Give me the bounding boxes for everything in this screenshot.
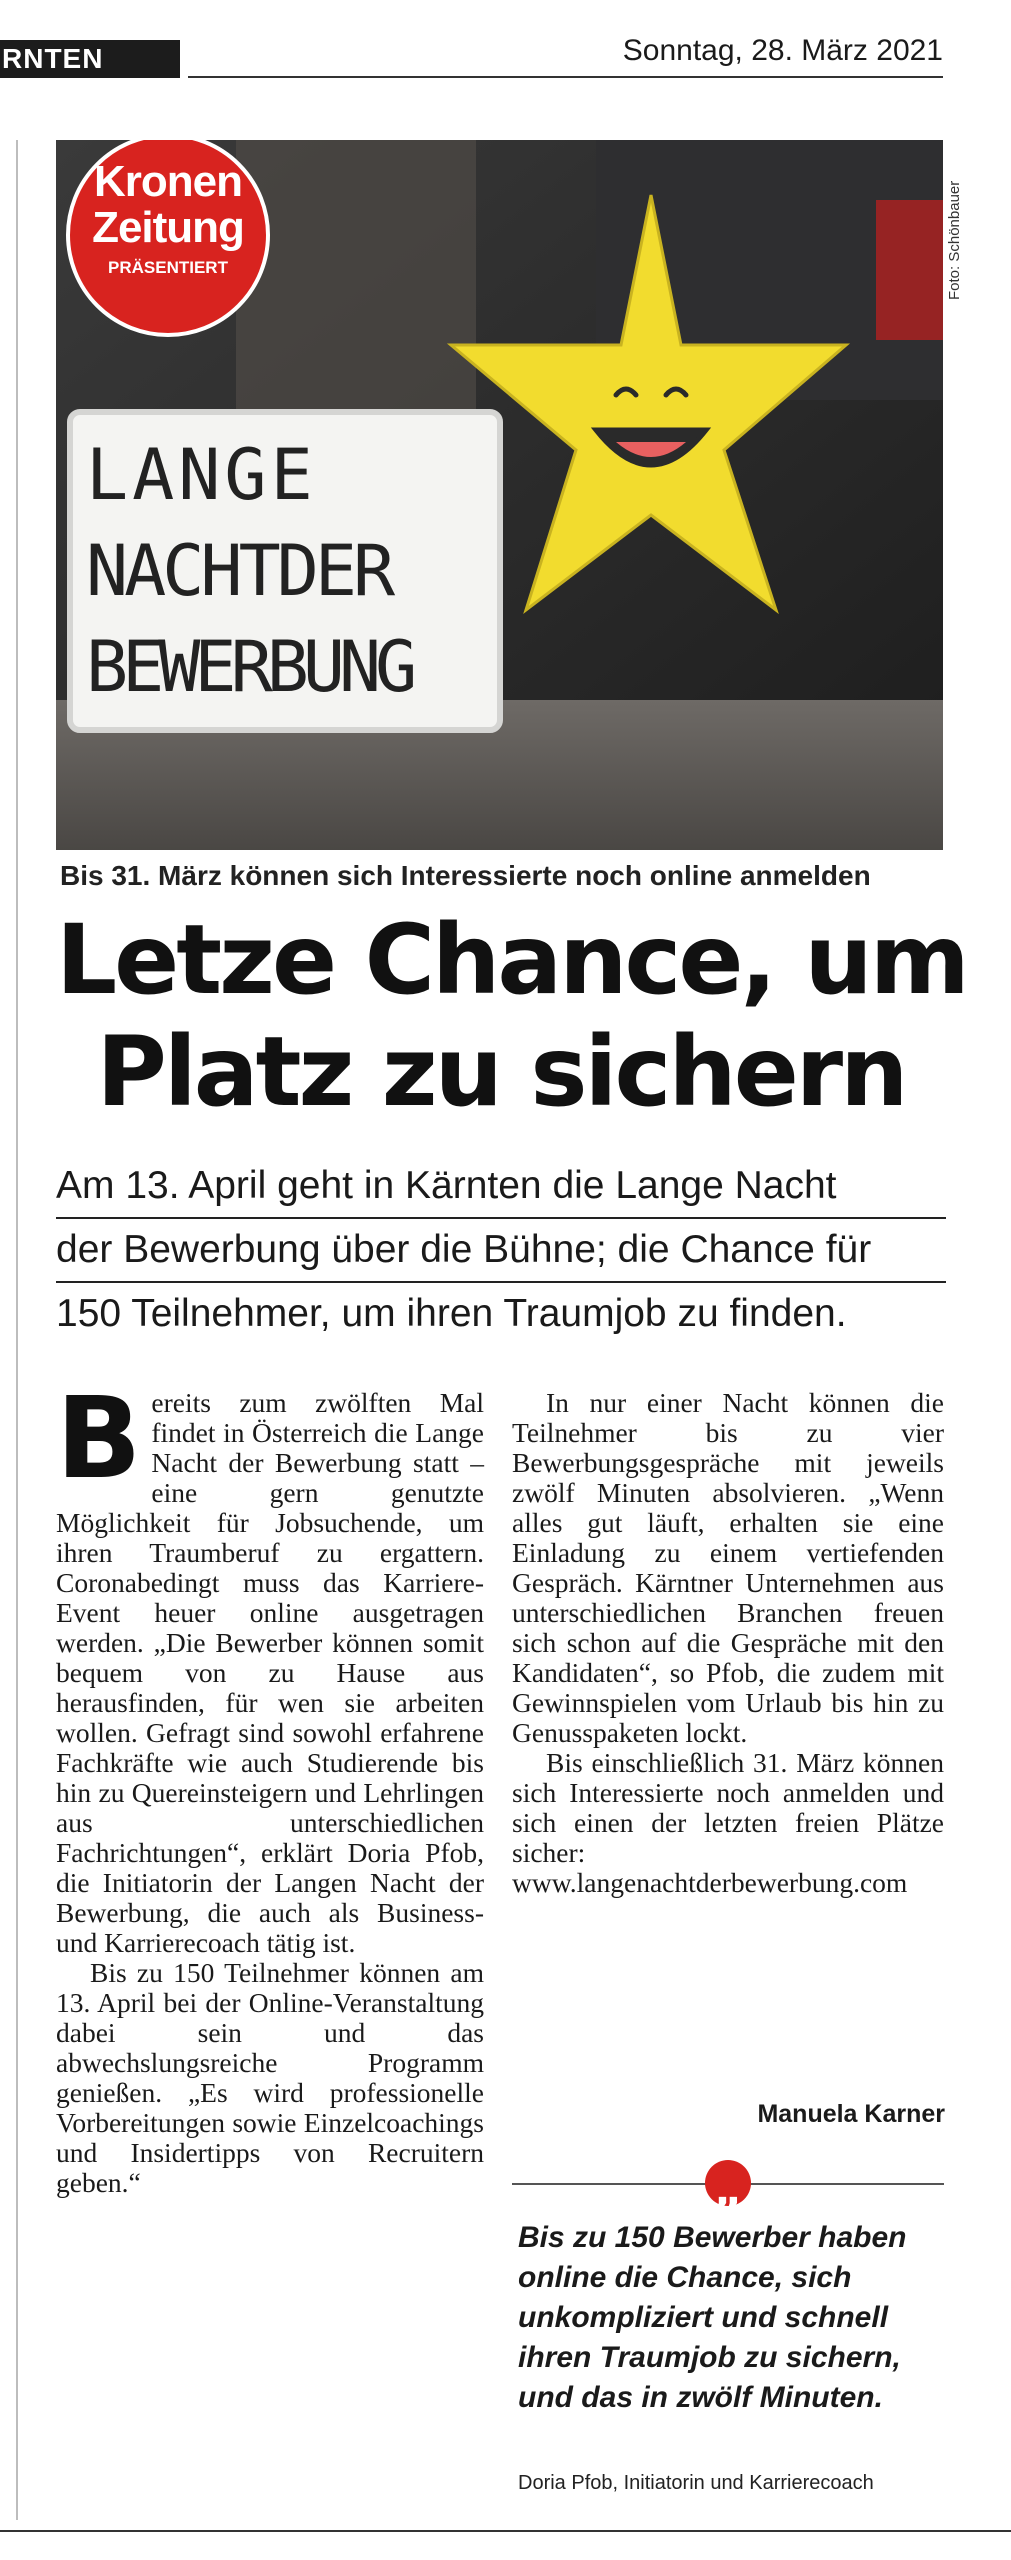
quote-source: Doria Pfob, Initiatorin und Karrierecoach [518, 2472, 874, 2494]
author-byline: Manuela Karner [757, 2100, 945, 2128]
badge-line-2: Zeitung [92, 203, 244, 252]
quote-line: und das in zwölf Minuten. [518, 2381, 883, 2414]
margin-rule [16, 140, 18, 2520]
drop-cap: B [56, 1374, 142, 1504]
photo-credit: Foto: Schönbauer [946, 180, 963, 300]
quote-line: Bis zu 150 Bewerber haben [518, 2221, 907, 2254]
subhead-line-2: der Bewerbung über die Bühne; die Chance für [56, 1219, 946, 1283]
quote-line: ihren Traumjob zu sichern, [518, 2341, 901, 2374]
background-red-banner [876, 200, 943, 340]
subhead-line-1: Am 13. April geht in Kärnten die Lange Nacht [56, 1155, 946, 1219]
quote-mark-icon: „ [705, 2160, 751, 2206]
paragraph: Bis einschließlich 31. März können sich Interessierte noch anmelden und sich einen der letzten freien Plätze sicher: www.langenachtderbewerbung.com [512, 1747, 944, 1898]
quote-line: online die Chance, sich [518, 2261, 852, 2294]
footer-rule [0, 2530, 1011, 2532]
lightbox-line-1: LANGE [86, 434, 317, 516]
paragraph: In nur einer Nacht können die Teilnehmer bis zu vier Bewerbungsgespräche mit jeweils zwölf Minuten absolvieren. „Wenn alles gut läuft, erhalten sie eine Einladung zu einem vertiefenden Gespräch. Kärntner Unternehmen aus unterschiedlichen Branchen freuen sich schon auf die Gespräche mit den Kandidaten“, so Pfob, die zudem mit Gewinnspielen vom Urlaub bis hin zu Genusspaketen lockt. [512, 1387, 944, 1748]
subhead-line-3: 150 Teilnehmer, um ihren Traumjob zu finden. [56, 1292, 847, 1335]
header-rule [188, 76, 943, 78]
article-column-left [56, 1374, 484, 2198]
badge-line-3: PRÄSENTIERT [108, 258, 228, 277]
article-column-right [512, 1388, 944, 1898]
badge-line-1: Kronen [94, 157, 242, 206]
issue-date: Sonntag, 28. März 2021 [622, 34, 943, 67]
pull-quote [518, 2218, 948, 2418]
paragraph: Bis zu 150 Teilnehmer können am 13. April bei der Online-Veranstaltung dabei sein und das abwechslungsreiche Programm genießen. „Es wird professionelle Vorbereitungen sowie Einzelcoachings und Insidertipps von Recruitern geben.“ [56, 1957, 484, 2198]
quote-line: unkompliziert und schnell [518, 2301, 889, 2334]
headline-line-2: Platz zu sichern [96, 1016, 906, 1128]
headline-line-1: Letze Chance, um [56, 904, 967, 1016]
photo-caption: Bis 31. März können sich Interessierte noch online anmelden [60, 860, 871, 891]
section-label: RNTEN [0, 40, 180, 78]
lightbox-line-3: BEWERBUNG [86, 626, 412, 708]
headline [56, 904, 967, 1128]
paragraph: ereits zum zwölften Mal findet in Österreich die Lange Nacht der Bewerbung statt – eine gern genutzte Möglichkeit für Jobsuchende, um ihren Traumberuf zu ergattern. Coronabedingt muss das Karriere-Event heuer online ausgetragen werden. „Die Bewerber können somit bequem von zu Hause aus herausfinden, für wen sie arbeiten wollen. Gefragt sind sowohl erfahrene Fachkräfte wie auch Studierende bis hin zu Quereinsteigern und Lehrlingen aus unterschiedlichen Fachrichtungen“, erklärt Doria Pfob, die Initiatorin der Langen Nacht der Bewerbung, die auch als Business- und Karrierecoach tätig ist. [56, 1387, 484, 1958]
subheadline [56, 1155, 946, 1347]
lightbox-line-2: NACHTDER [86, 530, 392, 612]
article-photo [56, 140, 943, 850]
